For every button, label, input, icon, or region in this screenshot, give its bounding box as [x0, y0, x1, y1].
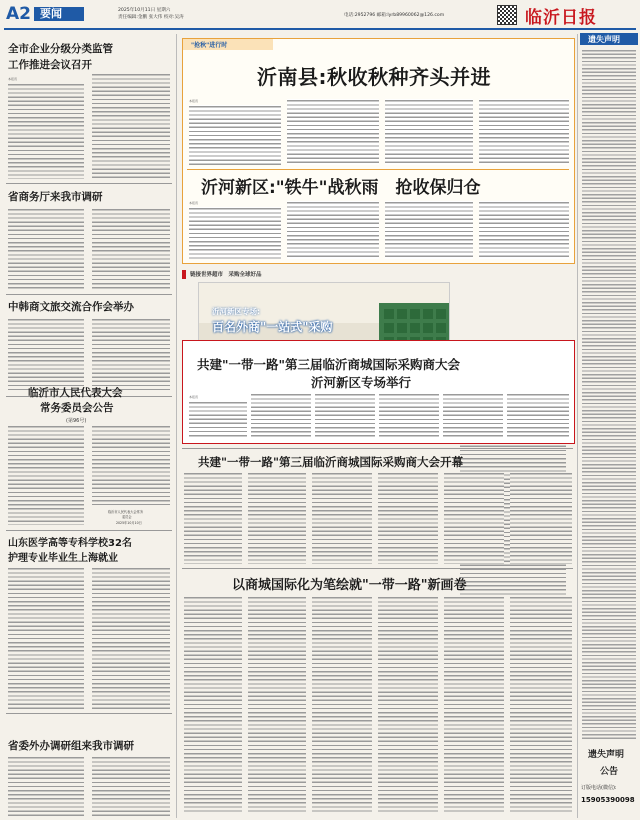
article-body-text [8, 567, 84, 709]
section-tag-marker [182, 270, 186, 279]
article-body-text [189, 207, 281, 259]
divider [6, 713, 172, 714]
newspaper-logo: 临沂日报 [525, 8, 597, 28]
article-body-text [92, 756, 170, 816]
headline: 沂河新区:"铁牛"战秋雨 抢收保归仓 [201, 178, 481, 198]
article-body-text [443, 393, 503, 439]
column-divider [577, 34, 578, 818]
headline: 沂南县:秋收秋种齐头并进 [257, 65, 491, 89]
editors: 责任编辑:金鹏 张大伟 校对:吴涛 [118, 15, 184, 20]
classifieds-title: 遗失声明 [588, 35, 620, 44]
article-body-text [444, 472, 504, 564]
article-body-text [379, 393, 439, 439]
article-body-text [507, 393, 569, 439]
divider [182, 448, 573, 449]
announcement-number: (第96号) [66, 418, 87, 424]
article-body-text [444, 596, 504, 814]
feature-headline: 沂河新区专场举行 [311, 375, 412, 390]
divider [6, 530, 172, 531]
article-body-text [287, 99, 379, 165]
article-body-text [315, 393, 375, 439]
announcement-body [8, 425, 84, 525]
qr-code-icon [497, 5, 517, 25]
classifieds-column [580, 33, 638, 818]
feature-headline-box [182, 340, 575, 444]
article-body-text [184, 596, 242, 814]
article-body-text [510, 596, 572, 814]
headline: 共建"一带一路"第三届临沂商城国际采购商大会开幕 [198, 455, 463, 469]
announcement-signature: 委员会 [122, 515, 132, 519]
article-body-text [92, 318, 170, 392]
article-title: 省委外办调研组来我市调研 [8, 740, 134, 752]
article-body-text [189, 401, 247, 439]
column-divider [176, 34, 177, 818]
article-body-text [8, 83, 84, 179]
article-title: 中韩商文旅交流合作会举办 [8, 301, 134, 313]
divider [6, 294, 172, 295]
announcement-signature: 临沂市人民代表大会常务 [108, 510, 144, 514]
classifieds-notice: 公告 [600, 767, 619, 777]
section-tag: 链接世界超市 采购全球好品 [190, 272, 262, 278]
article-title: 山东医学高等专科学校32名 [8, 538, 132, 549]
article-body-text [92, 208, 170, 290]
announcement-title: 常务委员会公告 [40, 402, 114, 414]
announcement-title: 临沂市人民代表大会 [28, 387, 123, 399]
article-byline: 本报讯 [8, 77, 18, 81]
section-label: 要闻 [40, 7, 62, 20]
article-body-text [8, 318, 84, 392]
article-title: 省商务厅来我市调研 [8, 191, 103, 203]
classifieds-list [582, 49, 636, 739]
photo-caption: 沂河新区专场: [212, 307, 260, 316]
article-byline: 本报讯 [189, 99, 199, 103]
article-body-text [287, 201, 379, 259]
subscription-phone: 15905390098 [581, 796, 635, 804]
contact: 电话:2952796 邮箱:lyrb89960062@126.com [344, 13, 445, 18]
article-byline: 本报讯 [189, 395, 199, 399]
classifieds-title: 遗失声明 [588, 750, 625, 760]
headline: 以商城国际化为笔绘就"一带一路"新画卷 [232, 578, 467, 593]
divider [6, 183, 172, 184]
article-body-text [8, 208, 84, 290]
page-header [0, 0, 640, 30]
subscription-phone-label: 订版电话(微信): [581, 785, 617, 791]
article-body-text [248, 596, 306, 814]
article-body-text [378, 472, 438, 564]
header-rule [4, 28, 636, 30]
divider [187, 169, 569, 170]
article-body-text [312, 596, 372, 814]
article-body-text [479, 99, 569, 165]
announcement-body [92, 425, 170, 505]
feature-headline: 共建"一带一路"第三届临沂商城国际采购商大会 [197, 357, 461, 372]
article-title: 护理专业毕业生上海就业 [8, 553, 118, 564]
article-body-text [92, 73, 170, 179]
page-code: A2 [6, 4, 31, 24]
article-title: 全市企业分级分类监管 [8, 43, 113, 55]
article-body-text [510, 472, 572, 564]
left-column [4, 33, 174, 818]
article-body-text [479, 201, 569, 259]
article-body-text [184, 472, 242, 564]
article-body-text [312, 472, 372, 564]
article-body-text [189, 105, 281, 165]
article-body-text [385, 99, 473, 165]
article-body-text [251, 393, 311, 439]
box-tag-label: "抢秋"进行时 [191, 42, 228, 49]
article-body-text [92, 567, 170, 709]
article-body-text [8, 756, 84, 816]
issue-date: 2025年10月11日 星期六 [118, 8, 171, 13]
article-title: 工作推进会议召开 [8, 59, 92, 71]
autumn-harvest-box [182, 38, 575, 264]
article-body-text [248, 472, 306, 564]
article-body-text [378, 596, 438, 814]
announcement-date: 2025年10月10日 [116, 521, 142, 525]
article-byline: 本报讯 [189, 201, 199, 205]
photo-caption: 百名外商"一站式"采购 [212, 320, 333, 334]
divider [182, 568, 573, 569]
article-body-text [385, 201, 473, 259]
